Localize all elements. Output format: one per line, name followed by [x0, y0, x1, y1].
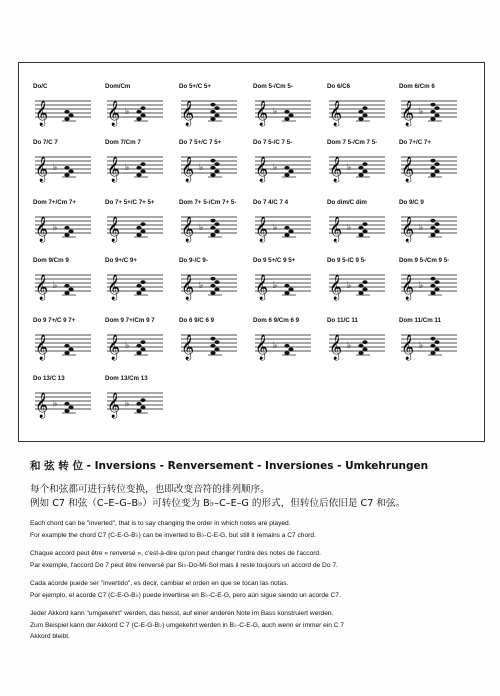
note-head: [214, 162, 219, 166]
note-head: [434, 348, 439, 352]
chord-diagram: [33, 139, 97, 197]
german-line-1: Jeder Akkord kann "umgekehrt" werden, das heisst, auf einer anderen Note im Bass konstruiert werden.: [30, 610, 334, 617]
staff-notation: [327, 149, 387, 189]
treble-clef-icon: 𝄞: [107, 101, 121, 126]
chord-name: Do 9 5-/C 9 5-: [327, 257, 367, 264]
french-line-2: Par exemple, l'accord Do 7 peut être renversé par Si♭-Do-Mi-Sol mais il reste toujours un accord de Do 7.: [30, 561, 338, 569]
note-head: [214, 280, 219, 284]
flat-sign-icon: ♭: [419, 223, 424, 233]
note-head: [64, 284, 69, 288]
staff-notation: [399, 327, 459, 367]
note-head: [362, 280, 367, 284]
note-head: [136, 284, 141, 288]
note-head: [140, 340, 145, 344]
staff-notation: [33, 149, 93, 189]
chord-diagram: [33, 83, 97, 141]
note-head: [214, 170, 219, 174]
chord-diagram: [253, 83, 317, 141]
staff-notation: [33, 209, 93, 249]
note-head: [140, 170, 145, 174]
chord-name: Dom 6 9/Cm 6 9: [253, 317, 300, 324]
chord-diagram: [33, 375, 97, 433]
note-head: [214, 230, 219, 234]
note-head: [358, 233, 363, 237]
chord-diagram: [327, 139, 391, 197]
note-head: [210, 291, 215, 295]
staff-notation: [327, 327, 387, 367]
treble-clef-icon: 𝄞: [181, 335, 195, 360]
staff-notation: [399, 209, 459, 249]
flat-sign-icon: ♭: [273, 281, 278, 291]
staff-notation: [105, 93, 165, 133]
note-head: [434, 340, 439, 344]
english-line-1: Each chord can be "inverted", that is to say changing the order in which notes are played.: [30, 520, 291, 527]
note-head: [136, 291, 141, 295]
note-head: [434, 222, 439, 226]
note-head: [362, 170, 367, 174]
treble-clef-icon: 𝄞: [35, 393, 49, 418]
flat-sign-icon: ♭: [347, 281, 352, 291]
spanish-line-2: Por ejemplo, el acorde C7 (C-E-G-B♭) puede invertirse en B♭-C-E-G, pero aún sigue siendo un acorde C7.: [30, 591, 341, 599]
treble-clef-icon: 𝄞: [255, 217, 269, 242]
chord-name: Dom/Cm: [105, 83, 131, 90]
note-head: [430, 166, 435, 170]
note-head: [358, 166, 363, 170]
note-head: [284, 166, 289, 170]
note-head: [284, 291, 289, 295]
staff-notation: [179, 209, 239, 249]
chord-name: Dom 9/Cm 9: [33, 257, 69, 264]
chord-diagram: [105, 139, 169, 197]
chord-name: Do 13/C 13: [33, 375, 65, 382]
note-head: [430, 351, 435, 355]
note-head: [140, 406, 145, 410]
note-head: [284, 117, 289, 121]
english-line-2: For example the chord C7 (C-E-G-B♭) can be inverted to B♭-C-E-G, but still it remains a C7 chord.: [30, 531, 316, 539]
inversions-heading: 和 弦 转 位 - Inversions - Renversement - Inversiones - Umkehrungen: [30, 460, 429, 472]
note-head: [430, 277, 435, 281]
staff-notation: [253, 209, 313, 249]
note-head: [362, 230, 367, 234]
note-head: [136, 402, 141, 406]
note-head: [434, 230, 439, 234]
flat-sign-icon: ♭: [53, 163, 58, 173]
staff-notation: [105, 149, 165, 189]
chord-diagram: [327, 83, 391, 141]
note-head: [358, 284, 363, 288]
staff-notation: [327, 267, 387, 307]
note-head: [140, 348, 145, 352]
chord-diagram: [253, 257, 317, 315]
french-line-1: Chaque accord peut être « renversé », c'est-à-dire qu'on peut changer l'ordre des notes de l'accord.: [30, 550, 321, 557]
treble-clef-icon: 𝄞: [35, 275, 49, 300]
treble-clef-icon: 𝄞: [107, 275, 121, 300]
chord-chart-frame: [18, 62, 485, 442]
chord-name: Dom 9 5-/Cm 9 5-: [399, 257, 450, 264]
chord-name: Dom 13/Cm 13: [105, 375, 148, 382]
note-head: [284, 284, 289, 288]
flat-sign-icon: ♭: [347, 163, 352, 173]
note-head: [214, 114, 219, 118]
staff-notation: [33, 327, 93, 367]
note-head: [358, 291, 363, 295]
staff-notation: [105, 385, 165, 425]
note-head: [210, 219, 215, 223]
treble-clef-icon: 𝄞: [329, 335, 343, 360]
treble-clef-icon: 𝄞: [255, 157, 269, 182]
note-head: [64, 110, 69, 114]
note-head: [210, 277, 215, 281]
treble-clef-icon: 𝄞: [107, 393, 121, 418]
treble-clef-icon: 𝄞: [107, 157, 121, 182]
note-head: [210, 284, 215, 288]
staff-notation: [399, 149, 459, 189]
note-head: [430, 284, 435, 288]
flat-sign-icon: ♭: [273, 107, 278, 117]
chord-name: Do 6/C6: [327, 83, 351, 90]
note-head: [358, 344, 363, 348]
chord-diagram: [253, 139, 317, 197]
note-head: [358, 226, 363, 230]
chord-diagram: [33, 199, 97, 257]
note-head: [64, 351, 69, 355]
chord-name: Dom 9 7+/Cm 9 7: [105, 317, 155, 324]
note-head: [140, 106, 145, 110]
staff-notation: [253, 149, 313, 189]
note-head: [214, 288, 219, 292]
chord-name: Do 9 5+/C 9 5+: [253, 257, 296, 264]
chord-diagram: [33, 317, 97, 375]
note-head: [64, 233, 69, 237]
chord-name: Dom 11/Cm 11: [399, 317, 441, 324]
treble-clef-icon: 𝄞: [35, 335, 49, 360]
note-head: [214, 106, 219, 110]
treble-clef-icon: 𝄞: [401, 275, 415, 300]
chord-name: Dom 7+ 5-/Cm 7+ 5-: [179, 199, 237, 206]
note-head: [430, 103, 435, 107]
note-head: [210, 110, 215, 114]
chord-name: Dom 7/Cm 7: [105, 139, 141, 146]
treble-clef-icon: 𝄞: [35, 157, 49, 182]
treble-clef-icon: 𝄞: [255, 101, 269, 126]
note-head: [284, 351, 289, 355]
german-line-3: Akkord bleibt.: [30, 633, 70, 640]
flat-sign-icon: ♭: [53, 281, 58, 291]
note-head: [434, 280, 439, 284]
note-head: [288, 114, 293, 118]
note-head: [136, 344, 141, 348]
treble-clef-icon: 𝄞: [329, 101, 343, 126]
flat-sign-icon: ♭: [199, 281, 204, 291]
note-head: [64, 117, 69, 121]
note-head: [362, 288, 367, 292]
flat-sign-icon: ♭: [273, 223, 278, 233]
note-head: [136, 226, 141, 230]
flat-sign-icon: ♭: [53, 399, 58, 409]
chord-diagram: [105, 375, 169, 433]
chinese-line-2: 例如 C7 和弦（C–E–G–B♭）可转位变为 B♭–C–E–G 的形式，但转位后依旧是 C7 和弦。: [30, 498, 406, 509]
chord-diagram: [253, 199, 317, 257]
note-head: [362, 340, 367, 344]
chord-name: Dom 7+/Cm 7+: [33, 199, 76, 206]
note-head: [288, 288, 293, 292]
staff-notation: [179, 267, 239, 307]
note-head: [434, 114, 439, 118]
note-head: [430, 337, 435, 341]
note-head: [284, 226, 289, 230]
note-head: [136, 166, 141, 170]
spanish-line-1: Cada acorde puede ser "invertido", es decir, cambiar el orden en que se tocan las notas.: [30, 580, 289, 587]
chord-diagram: [399, 199, 463, 257]
note-head: [210, 117, 215, 121]
chord-name: Do 7+/C 7+: [399, 139, 431, 146]
chord-diagram: [327, 199, 391, 257]
chord-diagram: [33, 257, 97, 315]
chord-diagram: [105, 199, 169, 257]
note-head: [430, 110, 435, 114]
note-head: [210, 103, 215, 107]
treble-clef-icon: 𝄞: [329, 157, 343, 182]
flat-sign-icon: ♭: [273, 163, 278, 173]
treble-clef-icon: 𝄞: [181, 275, 195, 300]
note-head: [434, 288, 439, 292]
note-head: [210, 337, 215, 341]
note-head: [288, 170, 293, 174]
chinese-line-1: 每个和弦都可进行转位变换，也即改变音符的排列顺序。: [30, 484, 270, 495]
note-head: [136, 351, 141, 355]
note-head: [140, 230, 145, 234]
treble-clef-icon: 𝄞: [107, 217, 121, 242]
chord-diagram: [105, 317, 169, 375]
note-head: [68, 406, 73, 410]
chord-name: Do 9/C 9: [399, 199, 424, 206]
note-head: [434, 162, 439, 166]
note-head: [68, 114, 73, 118]
treble-clef-icon: 𝄞: [401, 217, 415, 242]
chord-name: Do/C: [33, 83, 48, 90]
note-head: [64, 344, 69, 348]
note-head: [136, 233, 141, 237]
note-head: [210, 344, 215, 348]
staff-notation: [327, 93, 387, 133]
chord-name: Do 7 5-/C 7 5-: [253, 139, 293, 146]
note-head: [214, 340, 219, 344]
treble-clef-icon: 𝄞: [401, 335, 415, 360]
note-head: [214, 348, 219, 352]
treble-clef-icon: 𝄞: [329, 217, 343, 242]
note-head: [362, 106, 367, 110]
note-head: [430, 219, 435, 223]
chord-diagram: [105, 83, 169, 141]
note-head: [430, 117, 435, 121]
note-head: [210, 233, 215, 237]
note-head: [362, 162, 367, 166]
staff-notation: [179, 327, 239, 367]
staff-notation: [399, 93, 459, 133]
note-head: [68, 288, 73, 292]
note-head: [210, 166, 215, 170]
staff-notation: [33, 385, 93, 425]
chord-diagram: [179, 257, 243, 315]
note-head: [64, 402, 69, 406]
treble-clef-icon: 𝄞: [181, 217, 195, 242]
note-head: [362, 348, 367, 352]
flat-sign-icon: ♭: [419, 341, 424, 351]
note-head: [210, 226, 215, 230]
chord-name: Dom 5-/Cm 5-: [253, 83, 293, 90]
chord-diagram: [105, 257, 169, 315]
treble-clef-icon: 𝄞: [35, 217, 49, 242]
chord-name: Dom 6/Cm 6: [399, 83, 435, 90]
staff-notation: [105, 327, 165, 367]
chord-name: Do 7/C 7: [33, 139, 58, 146]
chord-diagram: [327, 257, 391, 315]
note-head: [64, 173, 69, 177]
note-head: [210, 351, 215, 355]
staff-notation: [327, 209, 387, 249]
note-head: [136, 409, 141, 413]
chord-name: Do 11/C 11: [327, 317, 358, 324]
staff-notation: [33, 93, 93, 133]
treble-clef-icon: 𝄞: [107, 335, 121, 360]
chord-diagram: [179, 139, 243, 197]
note-head: [430, 344, 435, 348]
staff-notation: [179, 93, 239, 133]
note-head: [140, 162, 145, 166]
flat-sign-icon: ♭: [53, 223, 58, 233]
staff-notation: [253, 327, 313, 367]
note-head: [140, 288, 145, 292]
chord-name: Do dim/C dim: [327, 199, 367, 206]
staff-notation: [33, 267, 93, 307]
chord-name: Do 6 9/C 6 9: [179, 317, 215, 324]
flat-sign-icon: ♭: [125, 399, 130, 409]
flat-sign-icon: ♭: [125, 107, 130, 117]
chord-diagram: [399, 317, 463, 375]
note-head: [140, 398, 145, 402]
staff-notation: [105, 209, 165, 249]
note-head: [358, 173, 363, 177]
inversions-section: [30, 458, 480, 643]
note-head: [358, 117, 363, 121]
flat-sign-icon: ♭: [199, 223, 204, 233]
chord-diagram: [399, 83, 463, 141]
chord-diagram: [253, 317, 317, 375]
note-head: [288, 230, 293, 234]
note-head: [64, 226, 69, 230]
note-head: [362, 222, 367, 226]
note-head: [430, 173, 435, 177]
note-head: [210, 173, 215, 177]
chord-name: Do 7 4/C 7 4: [253, 199, 289, 206]
chord-diagram: [399, 257, 463, 315]
note-head: [64, 409, 69, 413]
flat-sign-icon: ♭: [125, 341, 130, 351]
chord-diagram: [179, 83, 243, 141]
note-head: [288, 348, 293, 352]
chord-name: Do 9+/C 9+: [105, 257, 137, 264]
note-head: [64, 291, 69, 295]
note-head: [136, 117, 141, 121]
note-head: [358, 110, 363, 114]
chord-diagram: [327, 317, 391, 375]
note-head: [140, 280, 145, 284]
treble-clef-icon: 𝄞: [401, 157, 415, 182]
flat-sign-icon: ♭: [347, 341, 352, 351]
chord-diagram: [179, 317, 243, 375]
flat-sign-icon: ♭: [347, 223, 352, 233]
note-head: [68, 170, 73, 174]
note-head: [430, 233, 435, 237]
flat-sign-icon: ♭: [419, 281, 424, 291]
note-head: [284, 110, 289, 114]
chord-name: Do 5+/C 5+: [179, 83, 211, 90]
note-head: [68, 230, 73, 234]
note-head: [284, 173, 289, 177]
chord-name: Do 7+ 5+/C 7+ 5+: [105, 199, 155, 206]
note-head: [214, 222, 219, 226]
flat-sign-icon: ♭: [419, 107, 424, 117]
note-head: [430, 291, 435, 295]
note-head: [284, 344, 289, 348]
note-head: [136, 110, 141, 114]
note-head: [362, 114, 367, 118]
chord-name: Do 9 7+/C 9 7+: [33, 317, 76, 324]
staff-notation: [179, 149, 239, 189]
treble-clef-icon: 𝄞: [181, 101, 195, 126]
chord-name: Dom 7 5-/Cm 7 5-: [327, 139, 378, 146]
treble-clef-icon: 𝄞: [181, 157, 195, 182]
note-head: [430, 226, 435, 230]
chord-diagram: [399, 139, 463, 197]
note-head: [64, 166, 69, 170]
note-head: [136, 173, 141, 177]
note-head: [358, 351, 363, 355]
treble-clef-icon: 𝄞: [329, 275, 343, 300]
note-head: [210, 159, 215, 163]
note-head: [430, 159, 435, 163]
note-head: [284, 233, 289, 237]
note-head: [140, 222, 145, 226]
staff-notation: [253, 93, 313, 133]
staff-notation: [399, 267, 459, 307]
treble-clef-icon: 𝄞: [401, 101, 415, 126]
chord-diagram: [179, 199, 243, 257]
flat-sign-icon: ♭: [199, 163, 204, 173]
note-head: [68, 348, 73, 352]
flat-sign-icon: ♭: [125, 163, 130, 173]
staff-notation: [253, 267, 313, 307]
note-head: [140, 114, 145, 118]
german-line-2: Zum Beispiel kann der Akkord C 7 (C-E-G-B♭) umgekehrt werden in B♭-C-E-G, auch wenn er immer ein C 7: [30, 621, 345, 629]
chord-name: Do 9-/C 9-: [179, 257, 208, 264]
treble-clef-icon: 𝄞: [255, 335, 269, 360]
treble-clef-icon: 𝄞: [255, 275, 269, 300]
note-head: [434, 106, 439, 110]
flat-sign-icon: ♭: [273, 341, 278, 351]
chord-name: Do 7 5+/C 7 5+: [179, 139, 222, 146]
note-head: [434, 170, 439, 174]
treble-clef-icon: 𝄞: [35, 101, 49, 126]
staff-notation: [105, 267, 165, 307]
